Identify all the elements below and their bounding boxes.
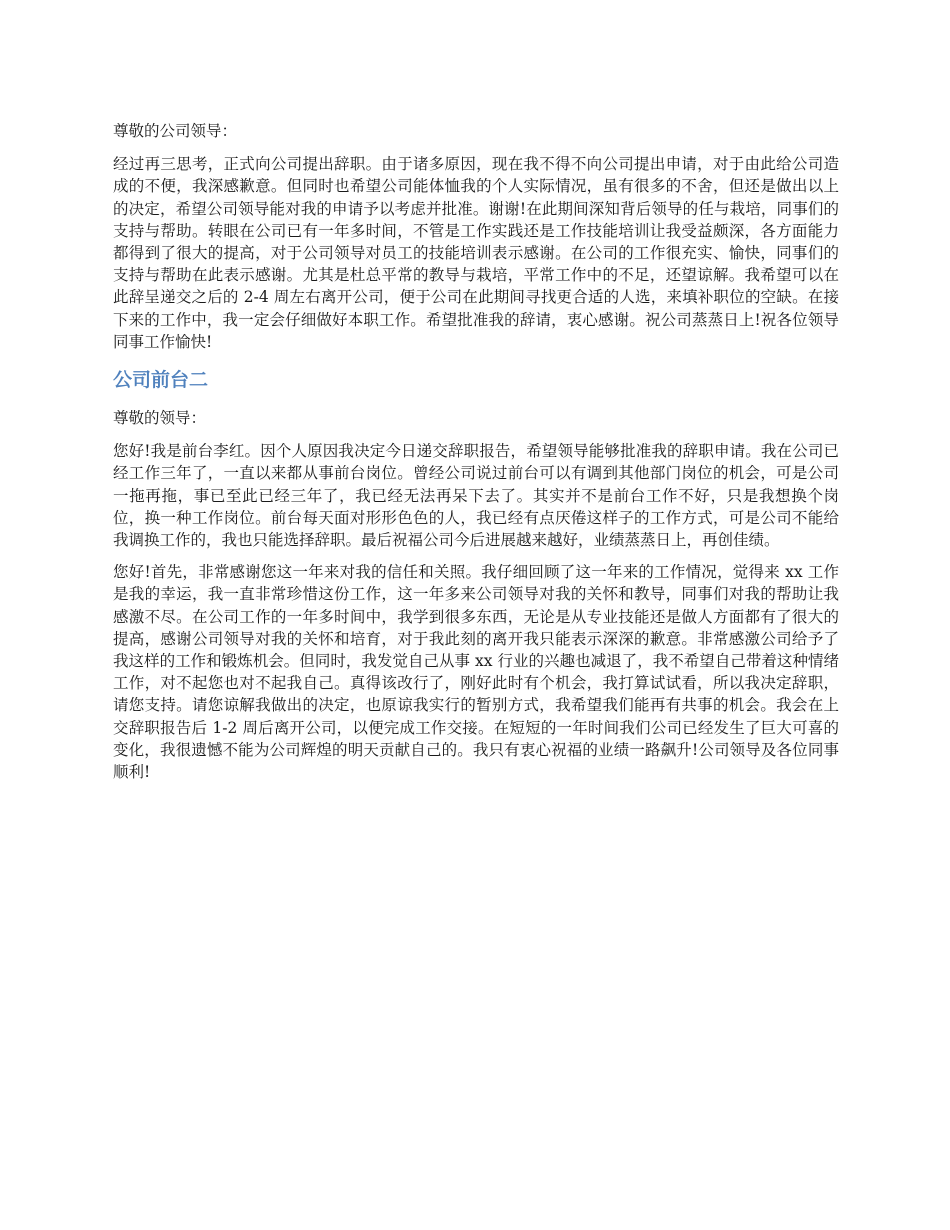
salutation-first-letter: 尊敬的公司领导： xyxy=(113,122,238,140)
paragraph-front-desk-letter: 您好!我是前台李红。因个人原因我决定今日递交辞职报告，希望领导能够批准我的辞职申请。我在公司已经工作三年了，一直以来都从事前台岗位。曾经公司说过前台可以有调到其他部门岗位的机会，可是公司一拖再拖，事已至此已经三年了，我已经无法再呆下去了。其实并不是前台工作不好，只是我想换个岗位，换一种工作岗位。前台每天面对形形色色的人，我已经有点厌倦这样子的工作方式，可是公司不能给我调换工作的，我也只能选择辞职。最后祝福公司今后进展越来越好，业绩蒸蒸日上，再创佳绩。 xyxy=(113,442,839,550)
paragraph-resignation-letter-1: 经过再三思考，正式向公司提出辞职。由于诸多原因，现在我不得不向公司提出申请，对于由此给公司造成的不便，我深感歉意。但同时也希望公司能体恤我的个人实际情况，虽有很多的不舍，但还是做出以上的决定，希望公司领导能对我的申请予以考虑并批准。谢谢!在此期间深知背后领导的任与栽培，同事们的支持与帮助。转眼在公司已有一年多时间，不管是工作实践还是工作技能培训让我受益颇深，各方面能力都得到了很大的提高，对于公司领导对员工的技能培训表示感谢。在公司的工作很充实、愉快，同事们的支持与帮助在此表示感谢。尤其是杜总平常的教导与栽培，平常工作中的不足，还望谅解。我希望可以在此辞呈递交之后的 2-4 周左右离开公司，便于公司在此期间寻找更合适的人选，来填补职位的空缺。在接下来的工作中，我一定会仔细做好本职工作。希望批准我的辞请，衷心感谢。祝公司蒸蒸日上!祝各位领导同事工作愉快! xyxy=(113,155,839,351)
document-page xyxy=(113,120,839,793)
section-heading-front-desk-2: 公司前台二 xyxy=(113,369,209,392)
salutation-second-letter: 尊敬的领导： xyxy=(113,409,207,428)
paragraph-thanks-letter: 您好!首先，非常感谢您这一年来对我的信任和关照。我仔细回顾了这一年来的工作情况，觉得来 xx 工作是我的幸运，我一直非常珍惜这份工作，这一年多来公司领导对我的关怀和教导，同事们对我的帮助让我感激不尽。在公司工作的一年多时间中，我学到很多东西，无论是从专业技能还是做人方面都有了很大的提高，感谢公司领导对我的关怀和培育，对于我此刻的离开我只能表示深深的歉意。非常感激公司给予了我这样的工作和锻炼机会。但同时，我发觉自己从事 xx 行业的兴趣也减退了，我不希望自己带着这种情绪工作，对不起您也对不起我自己。真得该改行了，刚好此时有个机会，我打算试试看，所以我决定辞职，请您支持。请您谅解我做出的决定，也原谅我实行的暂别方式，我希望我们能再有共事的机会。我会在上交辞职报告后 1-2 周后离开公司，以便完成工作交接。在短短的一年时间我们公司已经发生了巨大可喜的变化，我很遗憾不能为公司辉煌的明天贡献自己的。我只有衷心祝福的业绩一路飙升!公司领导及各位同事顺利! xyxy=(113,563,839,782)
